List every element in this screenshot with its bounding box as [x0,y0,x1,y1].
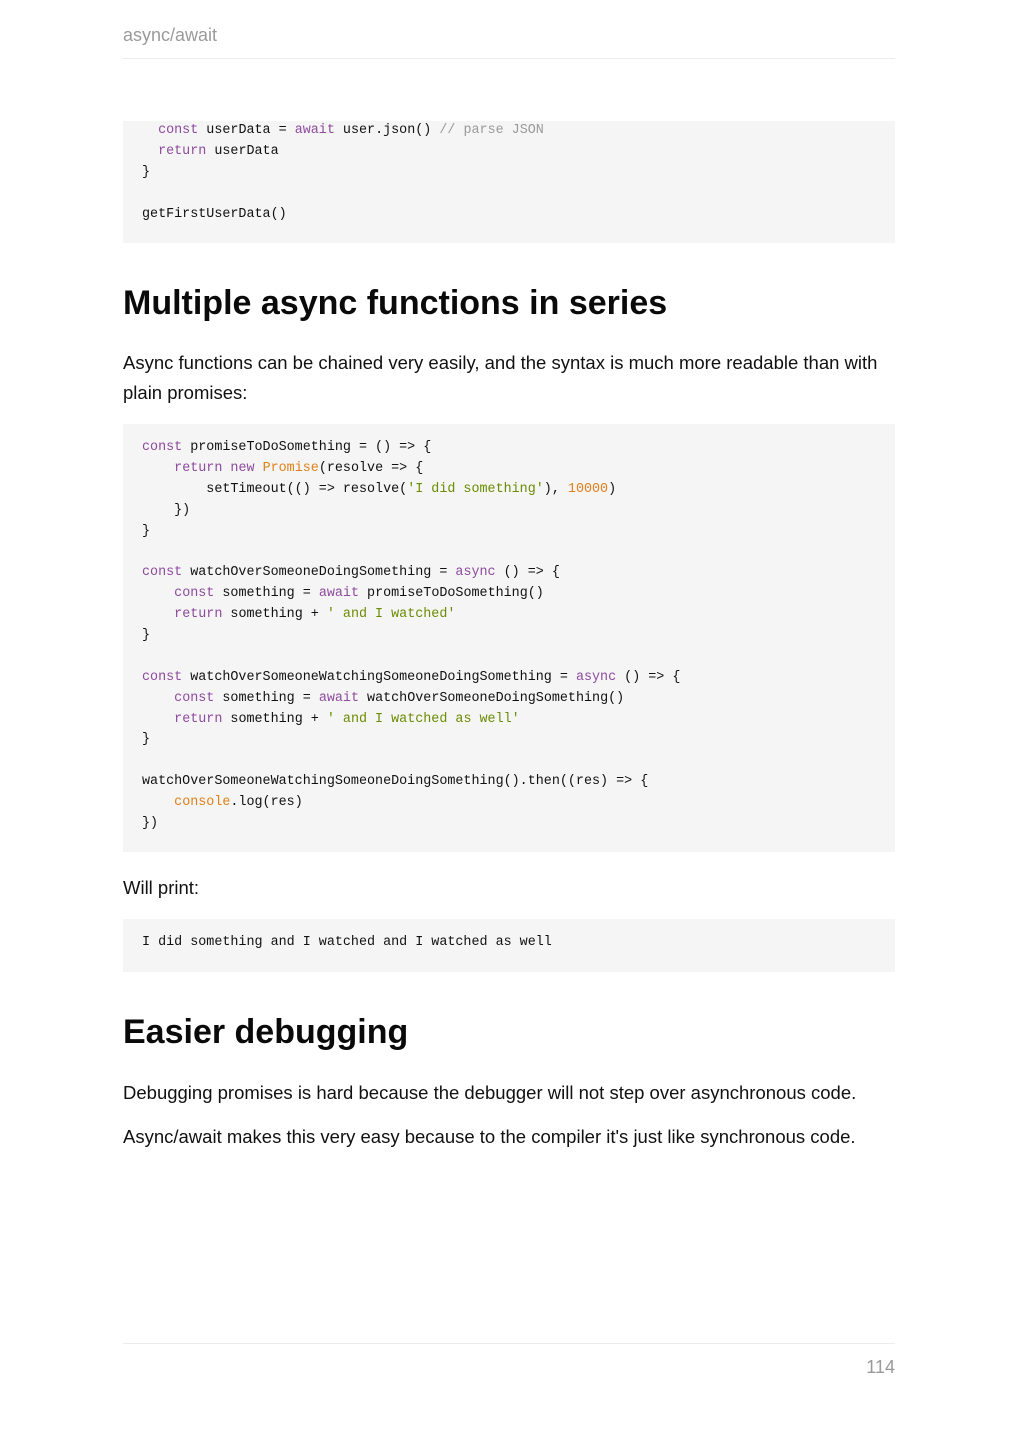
code-token: () => { [495,565,560,581]
code-line [142,438,876,459]
code-token: console [174,795,231,811]
code-token: await [294,123,335,138]
code-line [142,501,876,522]
code-token: something = [214,690,319,706]
code-token: promiseToDoSomething() [359,586,544,602]
debugging-paragraph-1: Debugging promises is hard because the debugger will not step over asynchronous code. [123,1082,857,1103]
code-token: something + [222,711,327,727]
code-token: (resolve => { [318,460,424,476]
page-number: 114 [866,1357,895,1377]
code-token: new [230,460,255,476]
section-intro-paragraph: Async functions can be chained very easily, and the syntax is much more readable than with plain promises: [123,352,878,403]
code-token [142,607,174,622]
code-token [142,712,174,727]
code-token: Promise [262,460,319,476]
code-token: } [142,523,151,539]
code-token: const [174,690,215,706]
code-token: async [455,565,496,581]
code-token: }) [142,502,191,518]
code-token: ' and I watched as well' [326,711,520,727]
code-token: userData = [198,123,295,138]
code-token: watchOverSomeoneWatchingSomeoneDoingSomething().then((res) => { [142,774,649,790]
code-line [142,542,876,563]
code-token: promiseToDoSomething = () => { [182,440,432,455]
code-token [255,461,263,476]
code-line [142,730,876,751]
code-token: I did something and I watched and I watched as well [142,935,552,950]
code-token: setTimeout(() => resolve( [142,481,408,497]
code-token [142,691,174,706]
code-token: something = [214,586,319,602]
code-token: getFirstUserData() [142,206,287,222]
code-line [142,163,876,184]
code-line [142,480,876,501]
code-line [142,933,876,954]
will-print-label: Will print: [123,877,200,898]
code-token: }) [142,816,159,832]
code-token: () => { [616,669,681,685]
code-line [142,121,876,142]
code-token: async [575,669,617,685]
code-token: } [142,732,151,748]
code-token [142,461,174,476]
code-block-output [123,919,895,972]
code-token: return [158,143,207,159]
code-token: const [158,123,199,138]
code-line [142,814,876,835]
code-token: // parse JSON [439,123,544,138]
code-token [142,586,174,601]
code-token: return [174,460,223,476]
code-line [142,647,876,668]
code-token: watchOverSomeoneDoingSomething() [359,690,625,706]
code-line [142,522,876,543]
code-token: something + [222,607,327,623]
code-line [142,584,876,605]
section-heading-easier-debugging: Easier debugging [123,1013,409,1051]
code-line [142,205,876,226]
code-token: await [318,586,359,602]
code-line [142,459,876,480]
debugging-paragraph-2: Async/await makes this very easy because to the compiler it's just like synchronous code. [123,1126,856,1147]
code-token: ' and I watched' [326,607,456,623]
code-token: const [174,586,215,602]
header-divider [123,58,895,59]
section-heading-multiple-async: Multiple async functions in series [123,284,668,322]
code-token: return [174,607,223,623]
code-token [142,144,158,159]
code-token: watchOverSomeoneWatchingSomeoneDoingSomething = [182,669,576,685]
footer-divider [123,1343,895,1344]
code-token: const [142,669,183,685]
code-line [142,668,876,689]
running-header-title: async/await [123,25,218,45]
code-line [142,142,876,163]
code-token: } [142,164,151,180]
code-token: 'I did something' [407,481,544,497]
code-block-get-first-user-data [123,121,895,243]
code-token: const [142,440,183,455]
code-token: user.json() [334,123,440,138]
code-token: ), [543,481,568,497]
code-token [142,795,174,810]
code-token: ) [608,481,617,497]
code-line [142,605,876,626]
code-line [142,689,876,710]
code-token: } [142,628,151,644]
code-line [142,710,876,731]
code-block-async-series [123,424,895,852]
code-line [142,626,876,647]
code-token [142,123,158,138]
code-token: 10000 [567,481,609,497]
code-token: .log(res) [230,795,303,811]
code-line [142,772,876,793]
code-token: return [174,711,223,727]
code-token: const [142,565,183,581]
code-token: watchOverSomeoneDoingSomething = [182,565,456,581]
code-line [142,184,876,205]
code-line [142,793,876,814]
code-token: userData [206,143,279,159]
code-line [142,563,876,584]
code-token: await [318,690,359,706]
code-line [142,751,876,772]
